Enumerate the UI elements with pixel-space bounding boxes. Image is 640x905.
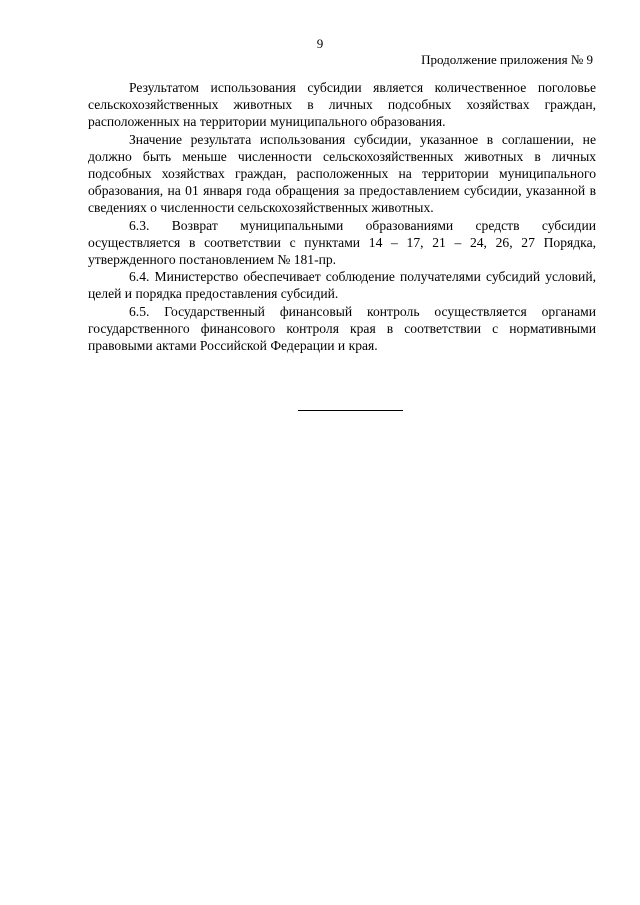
paragraph-subsidy-result: Результатом использования субсидии является количественное поголовье сельскохозяйственных животных в личных подсобных хозяйствах граждан, расположенных на территории муниципального образования. bbox=[88, 80, 596, 130]
paragraph-6-5: 6.5. Государственный финансовый контроль осуществляется органами государственного финансового контроля края в соответствии с нормативными правовыми актами Российской Федерации и края. bbox=[88, 303, 596, 354]
paragraph-result-value: Значение результата использования субсидии, указанное в соглашении, не должно быть меньше численности сельскохозяйственных животных в личных подсобных хозяйствах граждан, расположенных на территории муниципального образования, на 01 января года обращения за предоставлением субсидии, указанной в сведениях о численности сельскохозяйственных животных. bbox=[88, 131, 596, 216]
paragraph-6-4: 6.4. Министерство обеспечивает соблюдение получателями субсидий условий, целей и порядка предоставления субсидий. bbox=[88, 269, 596, 302]
document-body bbox=[88, 79, 596, 354]
paragraph-6-3: 6.3. Возврат муниципальными образованиями средств субсидии осуществляется в соответствии с пунктами 14 – 17, 21 – 24, 26, 27 Порядка, утвержденного постановлением № 181-пр. bbox=[88, 217, 596, 268]
running-header: Продолжение приложения № 9 bbox=[421, 52, 593, 67]
page-number: 9 bbox=[316, 36, 324, 51]
end-of-document-rule bbox=[298, 410, 403, 411]
